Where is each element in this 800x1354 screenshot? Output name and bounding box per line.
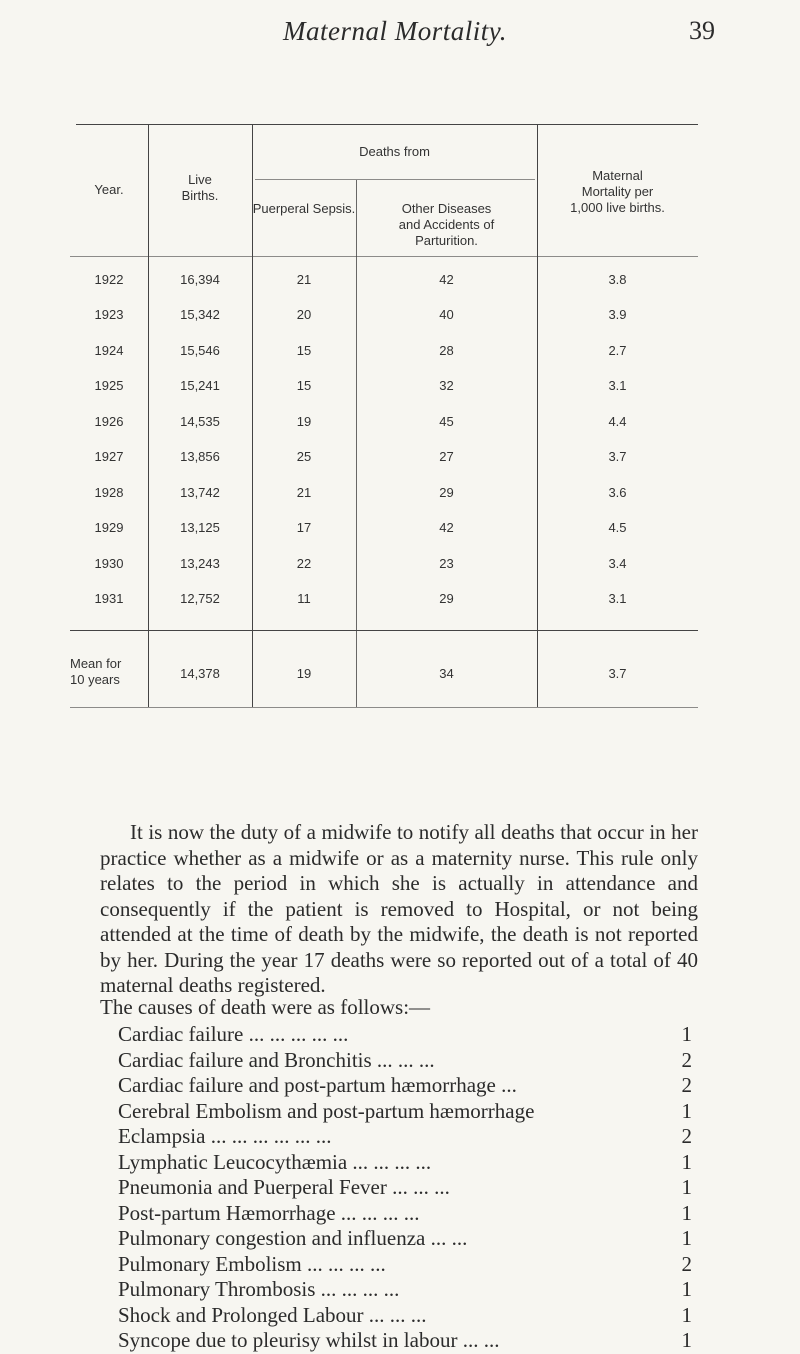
row-year: 1924 [94,343,124,358]
cause-name: Pulmonary Thrombosis ... ... ... ... [118,1277,400,1301]
row-sepsis: 21 [296,485,312,500]
list-item [118,1150,698,1176]
cause-name: Post-partum Hæmorrhage ... ... ... ... [118,1200,420,1225]
cause-count: 1 [681,1226,692,1250]
cause-count: 1 [681,1328,692,1352]
cause-count: 2 [681,1047,692,1072]
row-births: 15,342 [180,307,220,322]
list-item [118,1175,698,1201]
cause-count: 1 [681,1022,692,1046]
row-rate: 3.7 [608,449,627,464]
cause-name: Eclampsia ... ... ... ... ... ... [118,1124,332,1148]
row-rate: 3.1 [608,591,627,606]
list-item [118,1277,698,1303]
mean-rate: 3.7 [608,666,627,681]
causes-intro: The causes of death were as follows:— [100,995,431,1019]
maternal-mortality-table [70,100,698,760]
list-item [118,1328,698,1354]
cause-name: Cardiac failure ... ... ... ... ... [118,1022,349,1046]
row-year: 1922 [94,272,124,287]
row-rate: 4.4 [608,414,627,429]
list-item [118,1201,698,1227]
row-other: 45 [439,414,454,429]
cause-name: Cerebral Embolism and post-partum hæmorrhage [118,1098,535,1123]
header-bottom-rule [70,256,698,257]
mean-sepsis: 19 [296,666,312,681]
row-sepsis: 15 [296,378,312,393]
row-year: 1929 [94,520,124,535]
cause-name: Lymphatic Leucocythæmia ... ... ... ... [118,1149,432,1174]
cause-count: 1 [681,1098,692,1123]
cause-count: 1 [681,1149,692,1174]
list-item [118,1124,698,1150]
row-births: 13,125 [180,520,220,535]
list-item [118,1073,698,1099]
mean-top-rule [70,630,698,631]
row-births: 13,742 [180,485,220,500]
row-year: 1931 [94,591,124,606]
row-other: 40 [439,307,454,322]
row-rate: 3.1 [608,378,627,393]
row-sepsis: 25 [296,449,312,464]
running-title: Maternal Mortality. [283,16,507,46]
row-other: 29 [439,591,454,606]
cause-name: Pulmonary Embolism ... ... ... ... [118,1251,386,1276]
cause-count: 1 [681,1175,692,1199]
header-other-diseases: Other Diseases and Accidents of Parturition. [398,201,495,248]
row-rate: 2.7 [608,343,627,358]
row-sepsis: 21 [296,272,312,287]
header-live-births: Live Births. [181,172,219,203]
row-other: 28 [439,343,454,358]
row-sepsis: 22 [296,556,312,571]
cause-count: 1 [681,1277,692,1301]
row-births: 16,394 [180,272,220,287]
cause-name: Pneumonia and Puerperal Fever ... ... ... [118,1175,450,1199]
cause-name: Cardiac failure and Bronchitis ... ... ... [118,1047,435,1072]
row-year: 1927 [94,449,124,464]
row-sepsis: 17 [296,520,312,535]
mean-other: 34 [439,666,454,681]
mean-births: 14,378 [180,666,220,681]
list-item [118,1303,698,1329]
header-deaths-from: Deaths from [359,144,430,159]
row-births: 15,546 [180,343,220,358]
row-sepsis: 11 [297,591,311,606]
cause-count: 2 [681,1073,692,1097]
row-births: 12,752 [180,591,220,606]
row-year: 1925 [94,378,124,393]
table-bottom-rule [70,707,698,708]
header-maternal-mortality: Maternal Mortality per 1,000 live births. [570,168,665,215]
cause-name: Shock and Prolonged Labour ... ... ... [118,1302,427,1327]
list-item [118,1252,698,1278]
cause-name: Pulmonary congestion and influenza ... ... [118,1226,468,1250]
row-rate: 4.5 [608,520,627,535]
row-rate: 3.9 [608,307,627,322]
cause-count: 2 [681,1251,692,1276]
page-header [95,16,715,56]
row-other: 23 [439,556,454,571]
row-sepsis: 20 [296,307,312,322]
col-divider-3 [356,180,357,707]
body-paragraph: It is now the duty of a midwife to notify all deaths that occur in her practice whether as a midwife or as a maternity nurse. This rule only relates to the period in which she is actually in attendance and consequently if the patient is removed to Hospital, or not being attended at the time of death by the midwife, the death is not reported by her. During the year 17 deaths were so reported out of a total of 40 maternal deaths registered. [100,820,698,997]
row-year: 1928 [94,485,124,500]
row-rate: 3.8 [608,272,627,287]
row-rate: 3.4 [608,556,627,571]
row-births: 14,535 [180,414,220,429]
table-top-rule [76,124,698,125]
cause-name: Cardiac failure and post-partum hæmorrhage ... [118,1073,517,1097]
row-year: 1923 [94,307,124,322]
row-other: 29 [439,485,454,500]
mean-label: Mean for 10 years [70,656,122,687]
list-item [118,1022,698,1048]
cause-name: Syncope due to pleurisy whilst in labour ... ... [118,1328,500,1352]
cause-count: 1 [681,1200,692,1225]
row-other: 42 [439,272,454,287]
row-sepsis: 15 [296,343,312,358]
row-other: 42 [439,520,454,535]
list-item [118,1099,698,1125]
page-number: 39 [689,16,715,45]
header-puerperal-sepsis: Puerperal Sepsis. [252,201,356,216]
list-item [118,1226,698,1252]
row-other: 32 [439,378,454,393]
list-item [118,1048,698,1074]
row-rate: 3.6 [608,485,627,500]
causes-list [118,1022,698,1354]
row-births: 13,243 [180,556,220,571]
cause-count: 2 [681,1124,692,1148]
row-year: 1930 [94,556,124,571]
row-sepsis: 19 [296,414,312,429]
cause-count: 1 [681,1302,692,1327]
header-year: Year. [94,182,124,197]
row-year: 1926 [94,414,124,429]
row-births: 15,241 [180,378,220,393]
deaths-from-rule [255,179,535,180]
row-births: 13,856 [180,449,220,464]
row-other: 27 [439,449,454,464]
